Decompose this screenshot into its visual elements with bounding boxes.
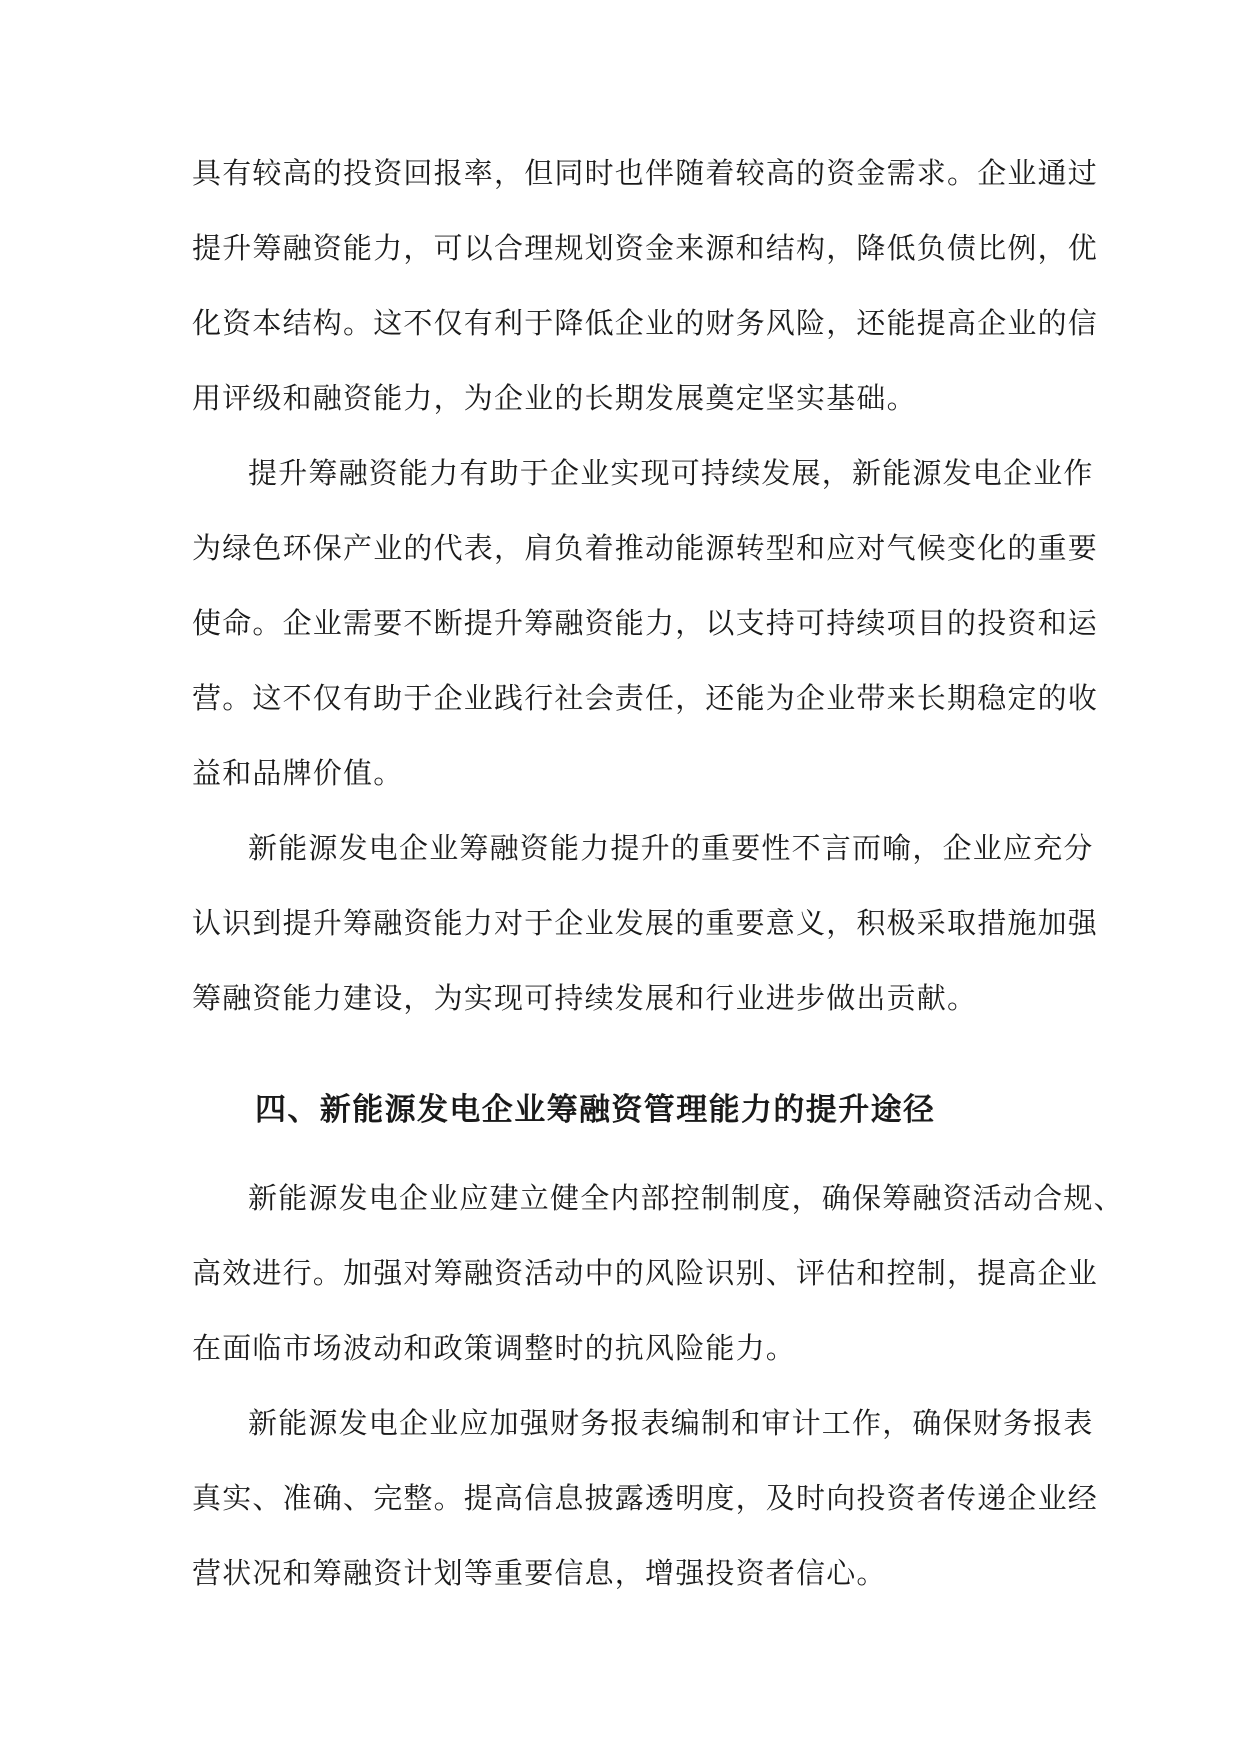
paragraph-line: 认识到提升筹融资能力对于企业发展的重要意义，积极采取措施加强 (192, 906, 1099, 940)
paragraph-line: 益和品牌价值。 (192, 756, 404, 790)
paragraph-line: 提升筹融资能力有助于企业实现可持续发展，新能源发电企业作 (248, 456, 1094, 490)
section-heading: 四、新能源发电企业筹融资管理能力的提升途径 (255, 1092, 936, 1128)
paragraph-line: 使命。企业需要不断提升筹融资能力，以支持可持续项目的投资和运 (192, 606, 1099, 640)
paragraph-line: 用评级和融资能力，为企业的长期发展奠定坚实基础。 (192, 381, 917, 415)
paragraph-line: 提升筹融资能力，可以合理规划资金来源和结构，降低负债比例，优 (192, 231, 1099, 265)
paragraph-line: 化资本结构。这不仅有利于降低企业的财务风险，还能提高企业的信 (192, 306, 1099, 340)
paragraph-line: 营。这不仅有助于企业践行社会责任，还能为企业带来长期稳定的收 (192, 681, 1099, 715)
paragraph-line: 筹融资能力建设，为实现可持续发展和行业进步做出贡献。 (192, 981, 978, 1015)
paragraph-line: 在面临市场波动和政策调整时的抗风险能力。 (192, 1331, 797, 1365)
paragraph-line: 营状况和筹融资计划等重要信息，增强投资者信心。 (192, 1556, 887, 1590)
paragraph-line: 真实、准确、完整。提高信息披露透明度，及时向投资者传递企业经 (192, 1481, 1099, 1515)
paragraph-line: 高效进行。加强对筹融资活动中的风险识别、评估和控制，提高企业 (192, 1256, 1099, 1290)
paragraph-line: 新能源发电企业应加强财务报表编制和审计工作，确保财务报表 (248, 1406, 1094, 1440)
paragraph-line: 新能源发电企业筹融资能力提升的重要性不言而喻，企业应充分 (248, 831, 1094, 865)
paragraph-line: 新能源发电企业应建立健全内部控制制度，确保筹融资活动合规、 (248, 1181, 1124, 1215)
paragraph-line: 具有较高的投资回报率，但同时也伴随着较高的资金需求。企业通过 (192, 156, 1099, 190)
paragraph-line: 为绿色环保产业的代表，肩负着推动能源转型和应对气候变化的重要 (192, 531, 1099, 565)
